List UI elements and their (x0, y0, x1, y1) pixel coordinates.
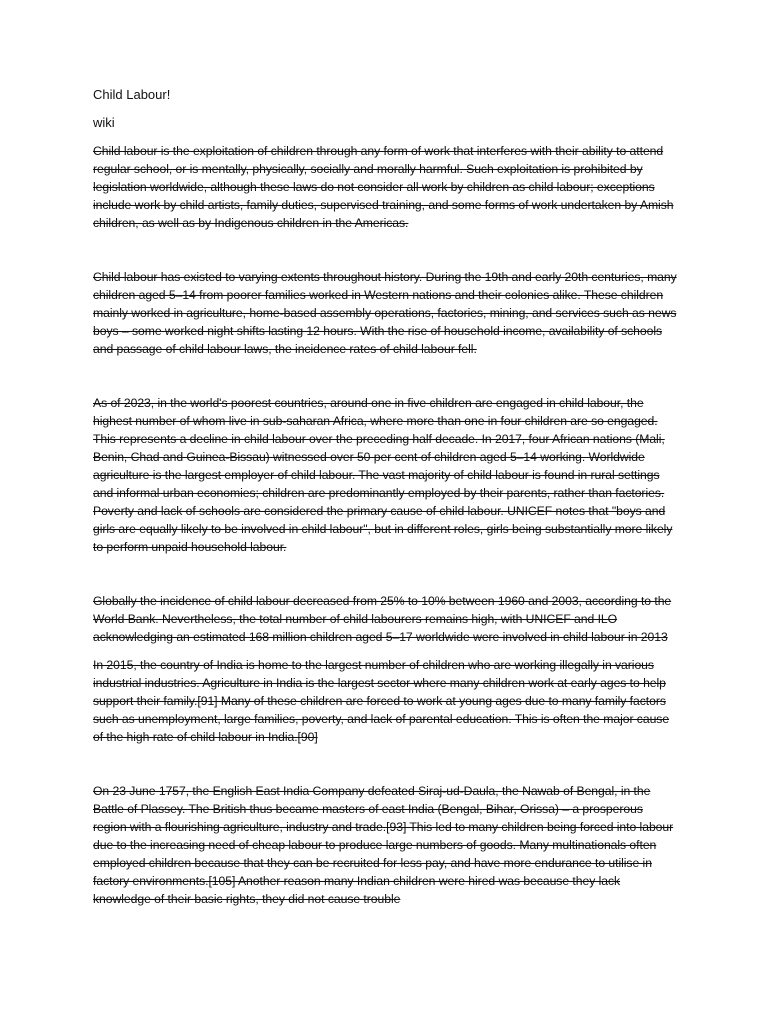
document-page (93, 86, 678, 908)
paragraph-spacer (93, 646, 678, 656)
document-title: Child Labour! (93, 87, 171, 102)
document-subtitle: wiki (93, 115, 115, 130)
paragraph-global-incidence: Globally the incidence of child labour decreased from 25% to 10% between 1960 and 2003, according to the World Bank. Nevertheless, the total number of child labourers remains high, with UNICEF and ILO acknowledging an estimated 168 million children aged 5–17 worldwide were involved in child labour in 2013 (93, 594, 672, 644)
paragraph-spacer (93, 232, 678, 268)
paragraph-current-status: As of 2023, in the world's poorest countries, around one in five children are engaged in child labour, the highest number of whom live in sub-saharan Africa, where more than one in four children are so engaged. This represents a decline in child labour over the preceding half decade. In 2017, four African nations (Mali, Benin, Chad and Guinea-Bissau) witnessed over 50 per cent of children aged 5–14 working. Worldwide agriculture is the largest employer of child labour. The vast majority of child labour is found in rural settings and informal urban economies; children are predominantly employed by their parents, rather than factories. Poverty and lack of schools are considered the primary cause of child labour. UNICEF notes that "boys and girls are equally likely to be involved in child labour", but in different roles, girls being substantially more likely to perform unpaid household labour. (93, 396, 673, 554)
paragraph-plassey: On 23 June 1757, the English East India Company defeated Siraj-ud-Daula, the Nawab of Bengal, in the Battle of Plassey. The British thus became masters of east India (Bengal, Bihar, Orissa) – a prosperous region with a flourishing agriculture, industry and trade.[93] This led to many children being forced into labour due to the increasing need of cheap labour to produce large numbers of goods. Many multinationals often employed children because that they can be recruited for less pay, and have more endurance to utilise in factory environments.[105] Another reason many Indian children were hired was because they lack knowledge of their basic rights, they did not cause trouble (93, 784, 674, 906)
paragraph-history: Child labour has existed to varying extents throughout history. During the 19th and early 20th centuries, many children aged 5–14 from poorer families worked in Western nations and their colonies alike. These children mainly worked in agriculture, home-based assembly operations, factories, mining, and services such as news boys – some worked night shifts lasting 12 hours. With the rise of household income, availability of schools and passage of child labour laws, the incidence rates of child labour fell. (93, 270, 677, 356)
paragraph-spacer (93, 358, 678, 394)
paragraph-definition: Child labour is the exploitation of children through any form of work that interferes with their ability to attend regular school, or is mentally, physically, socially and morally harmful. Such exploitation is prohibited by legislation worldwide, although these laws do not consider all work by children as child labour; exceptions include work by child artists, family duties, supervised training, and some forms of work undertaken by Amish children, as well as by Indigenous children in the Americas. (93, 144, 674, 230)
paragraph-spacer (93, 556, 678, 592)
paragraph-india: In 2015, the country of India is home to the largest number of children who are working illegally in various industrial industries. Agriculture in India is the largest sector where many children work at early ages to help support their family.[91] Many of these children are forced to work at young ages due to many family factors such as unemployment, large families, poverty, and lack of parental education. This is often the major cause of the high rate of child labour in India.[90] (93, 658, 670, 744)
paragraph-spacer (93, 746, 678, 782)
